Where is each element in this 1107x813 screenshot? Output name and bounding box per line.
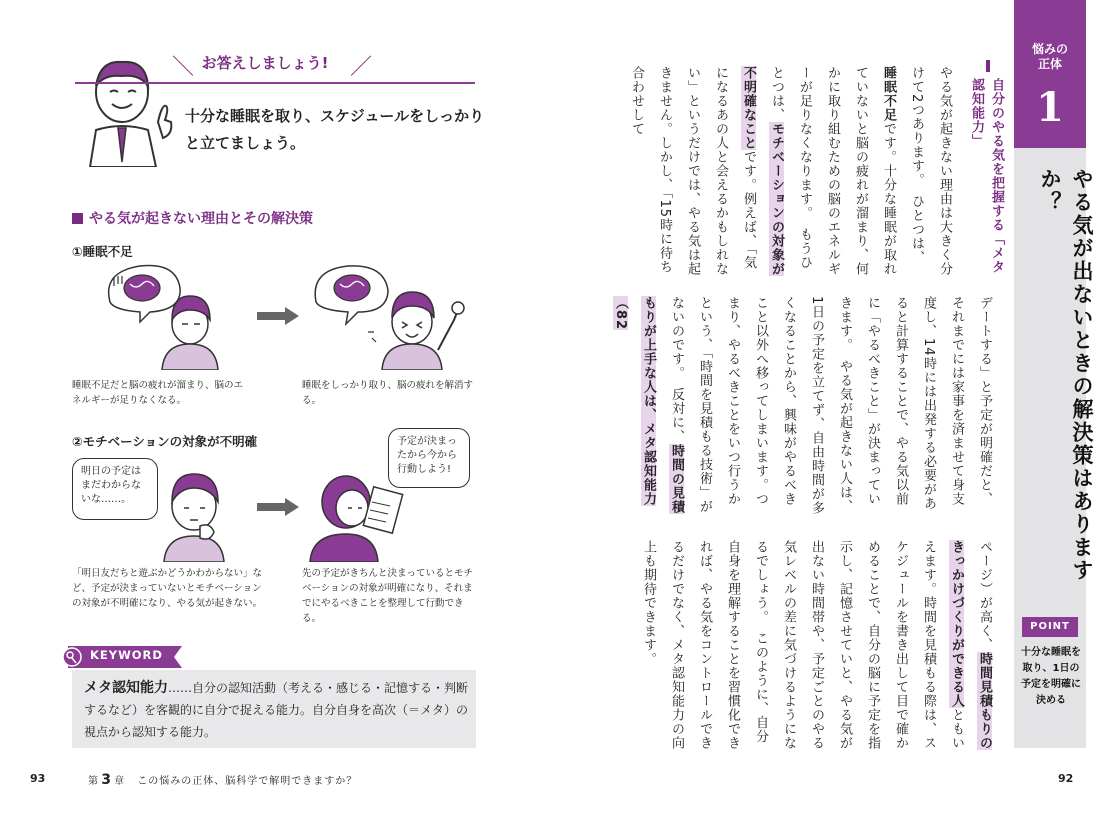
speech-bubble-decided: 予定が決まったから今から行動しよう!: [388, 428, 470, 488]
planning-person-illustration: [300, 462, 410, 562]
sidebar-label: 悩みの 正体: [1031, 42, 1068, 71]
keyword-definition: [84, 677, 468, 743]
subsection-heading: 自分のやる気を把握する「メタ認知能力」: [969, 78, 1004, 274]
slash-left: ＼: [172, 55, 195, 80]
section-heading: やる気が起きない理由とその解決策: [72, 208, 313, 228]
arrow-right-icon: [257, 307, 299, 325]
body-text-lower: ページ）が高く、時間見積もりのきっかけづくりができる人ともいえます。時間を見積もる際は、スケジュールを書き出して目で確かめることで、自分の脳に予定を指示し、記憶させていと、やる気が出ない時間帯や、予定ごとのやる気レベルの差に気づけるようになるでしょう。 このように、自分自身を理解することを習慣化できれば、やる気をコントロールできるだけでなく、メタ認知能力の向上も期待できます。: [641, 540, 992, 750]
speech-bubble-unsure: 明日の予定はまだわからないな……。: [72, 458, 158, 520]
answer-title: お答えしましょう!: [201, 54, 329, 72]
page-number-right: 92: [1058, 772, 1074, 785]
sub-heading-motivation: ②モチベーションの対象が不明確: [72, 434, 258, 449]
page-title: やる気が出ないときの解決策はありますか？: [1038, 168, 1094, 582]
answer-body: 十分な睡眠を取り、スケジュールをしっかりと立てましょう。: [185, 107, 485, 152]
refreshed-person-illustration: [312, 262, 472, 370]
caption-refreshed: 睡眠をしっかり取り、脳の疲れを解消する。: [302, 380, 474, 406]
chapter-footer: 第 3 章 この悩みの正体、脳科学で解明できますか？: [88, 772, 358, 788]
keyword-term: メタ認知能力: [84, 680, 168, 696]
body-text-upper: やる気が起きない理由は大きく分けて2つあります。 ひとつは、睡眠不足です。十分な睡眠が取れていないと脳の疲れが溜まり、何かに取り組むための脳のエネルギーが足りなくなります。 もうひとつは、モチベーションの対象が不明確なことです。例えば、「気になるあの人と会えるかもしれない」というだけでは、やる気は起きません。しかし、「15時に待ち合わせして: [629, 66, 952, 276]
slash-right: ／: [350, 55, 373, 80]
keyword-label: KEYWORD: [90, 648, 163, 662]
point-label: POINT: [1022, 617, 1078, 637]
square-icon: [72, 213, 83, 224]
tired-person-illustration: [100, 262, 230, 370]
point-text: 十分な睡眠を取り、1日の予定を明確に決める: [1021, 647, 1081, 706]
unsure-person-illustration: [150, 470, 250, 562]
caption-planning: 先の予定がきちんと決まっているとモチベーションの対象が明確になり、それまでにやるべきことを整理して行動できる。: [302, 568, 474, 624]
answer-rule: [75, 82, 475, 84]
caption-tired: 睡眠不足だと脳の疲れが溜まり、脳のエネルギーが足りなくなる。: [72, 380, 244, 406]
keyword-description: ……自分の認知活動（考える・感じる・記憶する・判断するなど）を客観的に自分で捉える能力。自分自身を高次（＝メタ）の視点から認知する能力。: [84, 681, 469, 739]
heading-bar: [986, 60, 990, 72]
caption-unsure: 「明日友だちと遊ぶかどうかわからない」など、予定が決まっていないとモチベーションの対象が不明確になり、やる気が起きない。: [72, 568, 263, 609]
arrow-right-icon: [257, 498, 299, 516]
page-number-left: 93: [30, 772, 46, 785]
body-text-middle: デートする」と予定が明確だと、それまでには家事を済ませて身支度し、14時には出発する必要があると計算することで、やる気以前に「やるべきこと」が決まっていきます。 やる気が起きない人は、1日の予定を立てず、自由時間が多くなることから、興味がやるべきこと以外へ移ってしまいます。つまり、やるべきことをいつ行うかという、「時間を見積もる技術」がないのです。 反対に、時間の見積もりが上手な人は、メタ認知能力（82: [613, 296, 992, 516]
sidebar-number: 1: [1036, 84, 1064, 131]
sub-heading-sleep: ①睡眠不足: [72, 244, 133, 259]
left-page: [0, 0, 540, 813]
